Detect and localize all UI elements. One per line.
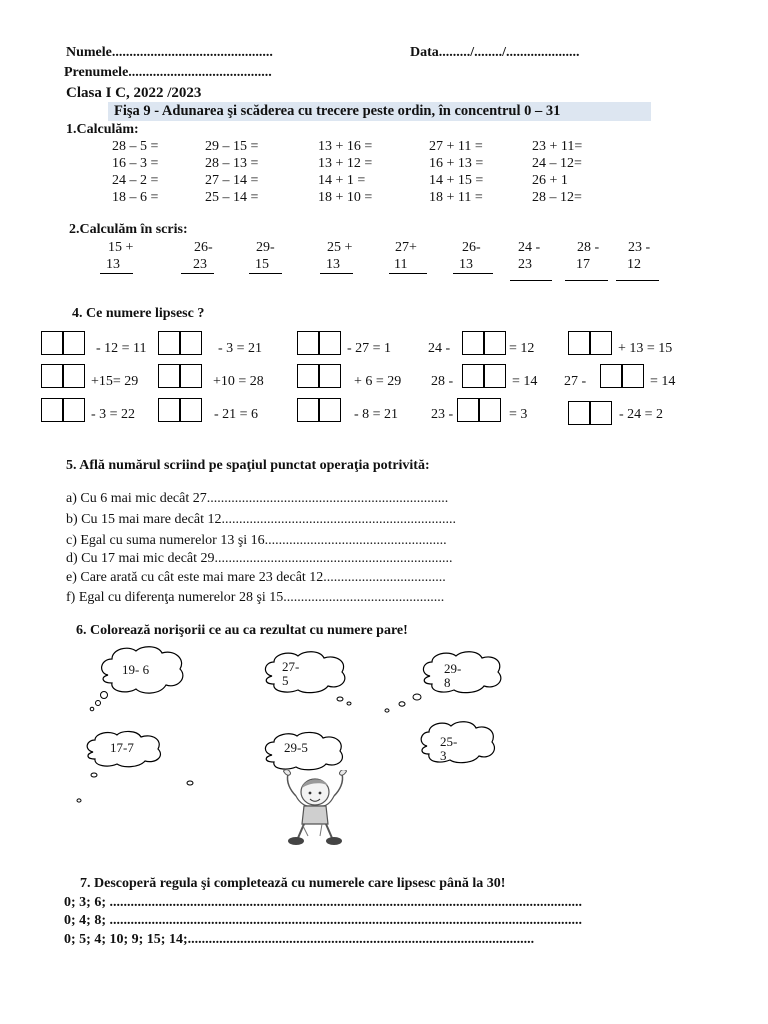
cloud-label: 27- 5 bbox=[282, 659, 300, 688]
exercise: 13 + 12 = bbox=[318, 156, 373, 171]
calc-bottom: 13 bbox=[326, 257, 340, 272]
cheering-boy-illustration bbox=[280, 770, 350, 853]
exercise: 14 + 1 = bbox=[318, 173, 366, 188]
missing-number-box[interactable] bbox=[297, 331, 341, 355]
equation-part: 27 - bbox=[564, 374, 587, 389]
sequence-row: 0; 5; 4; 10; 9; 15; 14;................................................................................................... bbox=[64, 932, 535, 947]
calc-top: 24 - bbox=[518, 240, 541, 255]
surname-field-label: Prenumele......................................... bbox=[64, 65, 272, 80]
date-field-label: Data........./......../..................... bbox=[410, 45, 580, 60]
exercise: 23 + 11= bbox=[532, 139, 583, 154]
equation-part: = 14 bbox=[512, 374, 538, 389]
exercise: 28 – 5 = bbox=[112, 139, 159, 154]
calc-bottom: 12 bbox=[627, 257, 641, 272]
bubble-dot bbox=[384, 700, 390, 718]
cloud-label: 29-5 bbox=[284, 740, 308, 755]
exercise: 28 – 13 = bbox=[205, 156, 259, 171]
class-label: Clasa I C, 2022 /2023 bbox=[66, 85, 202, 101]
equation-part: +15= 29 bbox=[91, 374, 139, 389]
missing-number-box[interactable] bbox=[462, 364, 506, 388]
exercise: 13 + 16 = bbox=[318, 139, 373, 154]
calc-bottom: 13 bbox=[106, 257, 120, 272]
exercise: 18 – 6 = bbox=[112, 190, 159, 205]
equation-part: = 14 bbox=[650, 374, 676, 389]
cloud-label: 19- 6 bbox=[122, 662, 150, 677]
exercise: 28 – 12= bbox=[532, 190, 582, 205]
equation-part: +10 = 28 bbox=[213, 374, 264, 389]
section6-title: 6. Colorează norişorii ce au ca rezultat cu numere pare! bbox=[76, 623, 408, 638]
section7-title: 7. Descoperă regula şi completează cu numerele care lipsesc până la 30! bbox=[80, 876, 506, 891]
worksheet-title: Fişa 9 - Adunarea şi scăderea cu trecere peste ordin, în concentrul 0 – 31 bbox=[114, 103, 561, 119]
missing-number-box[interactable] bbox=[457, 398, 501, 422]
equation-part: - 12 = 11 bbox=[96, 341, 147, 356]
problem-line: e) Care arată cu cât este mai mare 23 decât 12................................... bbox=[66, 570, 446, 585]
calc-bottom: 17 bbox=[576, 257, 590, 272]
equation-part: = 3 bbox=[509, 407, 528, 422]
calc-top: 28 - bbox=[577, 240, 600, 255]
calc-top: 15 + bbox=[108, 240, 134, 255]
exercise: 16 – 3 = bbox=[112, 156, 159, 171]
calc-bottom: 13 bbox=[459, 257, 473, 272]
section2-title: 2.Calculăm în scris: bbox=[69, 222, 188, 237]
problem-line: b) Cu 15 mai mare decât 12................................................................... bbox=[66, 512, 457, 527]
equation-part: = 12 bbox=[509, 341, 535, 356]
missing-number-box[interactable] bbox=[462, 331, 506, 355]
equation-part: - 24 = 2 bbox=[619, 407, 664, 422]
calc-top: 26- bbox=[194, 240, 213, 255]
calc-top: 25 + bbox=[327, 240, 353, 255]
exercise: 16 + 13 = bbox=[429, 156, 484, 171]
missing-number-box[interactable] bbox=[41, 331, 85, 355]
calc-top: 23 - bbox=[628, 240, 651, 255]
problem-line: a) Cu 6 mai mic decât 27..................................................................... bbox=[66, 491, 449, 506]
missing-number-box[interactable] bbox=[297, 364, 341, 388]
exercise: 27 + 11 = bbox=[429, 139, 483, 154]
exercise: 24 – 2 = bbox=[112, 173, 159, 188]
sequence-row: 0; 3; 6; ....................................................................................................................................... bbox=[64, 895, 582, 910]
bubble-dot bbox=[346, 693, 352, 711]
thought-cloud[interactable] bbox=[418, 720, 498, 769]
missing-number-box[interactable] bbox=[297, 398, 341, 422]
exercise: 29 – 15 = bbox=[205, 139, 259, 154]
exercise: 25 – 14 = bbox=[205, 190, 259, 205]
problem-line: f) Egal cu diferenţa numerelor 28 şi 15.............................................. bbox=[66, 590, 445, 605]
calc-top: 27+ bbox=[395, 240, 417, 255]
calc-top: 26- bbox=[462, 240, 481, 255]
bubble-dot bbox=[412, 688, 422, 706]
sequence-row: 0; 4; 8; ....................................................................................................................................... bbox=[64, 913, 582, 928]
thought-cloud[interactable] bbox=[420, 650, 504, 699]
equation-part: - 27 = 1 bbox=[347, 341, 392, 356]
section4-title: 4. Ce numere lipsesc ? bbox=[72, 306, 205, 321]
missing-number-box[interactable] bbox=[568, 331, 612, 355]
bubble-dot bbox=[76, 790, 82, 808]
equation-part: + 13 = 15 bbox=[618, 341, 673, 356]
calc-bottom: 23 bbox=[518, 257, 532, 272]
bubble-dot bbox=[398, 694, 406, 712]
exercise: 18 + 10 = bbox=[318, 190, 373, 205]
equation-part: - 8 = 21 bbox=[354, 407, 399, 422]
cloud-label: 29- 8 bbox=[444, 661, 462, 690]
bubble-dot bbox=[90, 765, 98, 783]
missing-number-box[interactable] bbox=[41, 398, 85, 422]
section5-title: 5. Află numărul scriind pe spaţiul punctat operaţia potrivită: bbox=[66, 458, 430, 473]
section1-title: 1.Calculăm: bbox=[66, 122, 139, 137]
equation-part: + 6 = 29 bbox=[354, 374, 402, 389]
calc-bottom: 11 bbox=[394, 257, 408, 272]
missing-number-box[interactable] bbox=[600, 364, 644, 388]
equation-part: 23 - bbox=[431, 407, 454, 422]
calc-top: 29- bbox=[256, 240, 275, 255]
missing-number-box[interactable] bbox=[41, 364, 85, 388]
equation-part: 24 - bbox=[428, 341, 451, 356]
exercise: 18 + 11 = bbox=[429, 190, 483, 205]
equation-part: - 21 = 6 bbox=[214, 407, 259, 422]
missing-number-box[interactable] bbox=[158, 331, 202, 355]
exercise: 27 – 14 = bbox=[205, 173, 259, 188]
name-field-label: Numele.............................................. bbox=[66, 45, 273, 60]
equation-part: - 3 = 21 bbox=[218, 341, 263, 356]
equation-part: - 3 = 22 bbox=[91, 407, 136, 422]
exercise: 26 + 1 bbox=[532, 173, 568, 188]
missing-number-box[interactable] bbox=[158, 364, 202, 388]
exercise: 14 + 15 = bbox=[429, 173, 484, 188]
problem-line: d) Cu 17 mai mic decât 29.................................................................... bbox=[66, 551, 453, 566]
bubble-dot bbox=[336, 689, 344, 707]
problem-line: c) Egal cu suma numerelor 13 şi 16.................................................... bbox=[66, 533, 447, 548]
missing-number-box[interactable] bbox=[158, 398, 202, 422]
bubble-dot bbox=[186, 773, 194, 791]
equation-part: 28 - bbox=[431, 374, 454, 389]
calc-bottom: 23 bbox=[193, 257, 207, 272]
exercise: 24 – 12= bbox=[532, 156, 582, 171]
missing-number-box[interactable] bbox=[568, 401, 612, 425]
cloud-label: 25- 3 bbox=[440, 734, 458, 763]
cloud-label: 17-7 bbox=[110, 740, 134, 755]
calc-bottom: 15 bbox=[255, 257, 269, 272]
